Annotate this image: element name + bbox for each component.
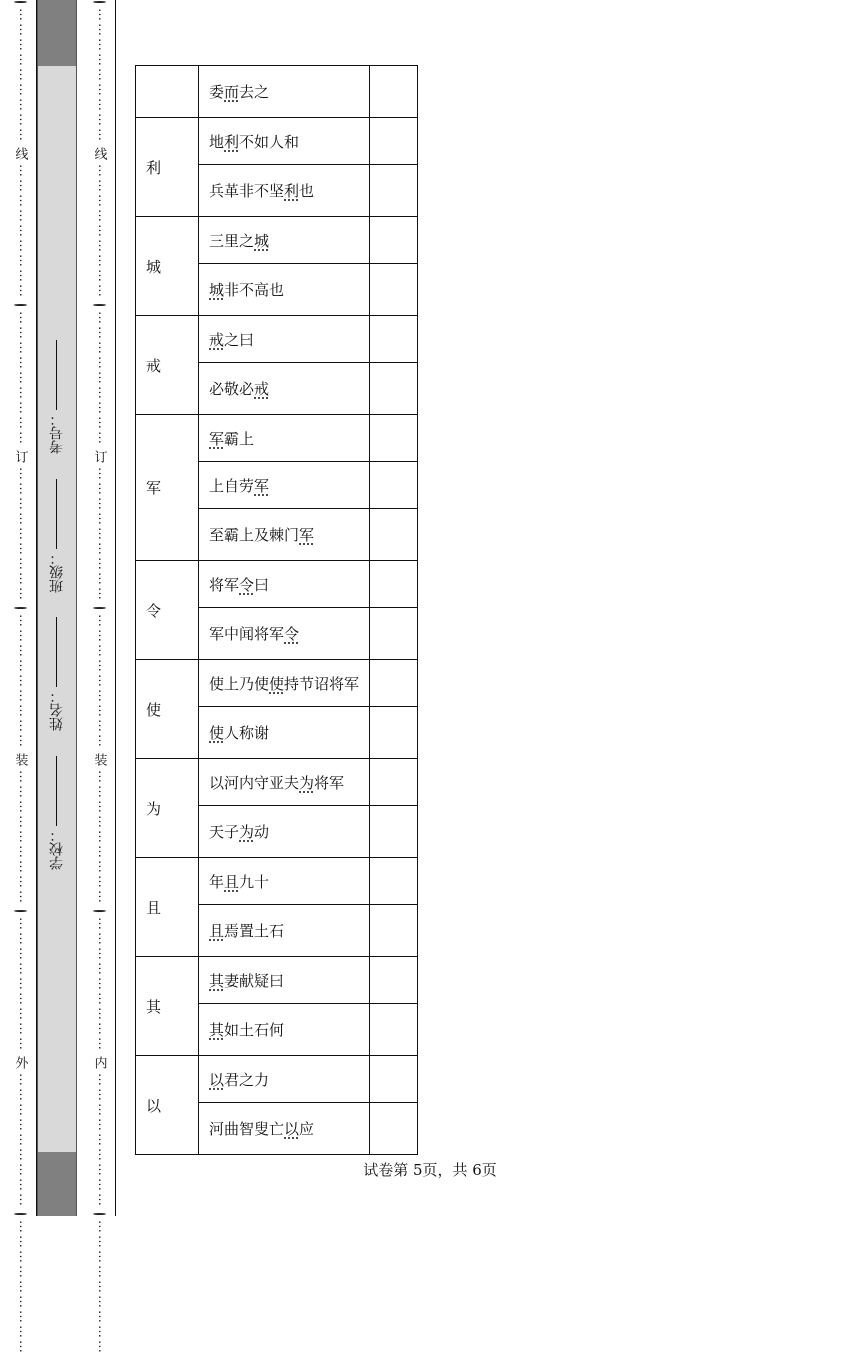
- answer-cell[interactable]: [370, 509, 418, 561]
- student-info-fields: [47, 340, 67, 870]
- seal-dots: ⋯⋯⋯⋯⋯⋯⋯⋯⋯: [91, 614, 107, 749]
- phrase-cell: [199, 660, 370, 707]
- table-row: [136, 759, 418, 806]
- phrase-cell: [199, 608, 370, 660]
- phrase-text: 应: [299, 1120, 315, 1138]
- answer-cell[interactable]: [370, 858, 418, 905]
- inner_seal-label: 装: [91, 753, 107, 766]
- outer-seal-line: [10, 0, 30, 1355]
- char-cell: 以: [136, 1056, 199, 1155]
- phrase-text: 以河内守亚夫: [209, 773, 300, 792]
- phrase-cell: [199, 217, 370, 264]
- phrase-cell: [199, 561, 370, 608]
- seal-dots: ⋯⋯⋯⋯⋯⋯⋯⋯⋯: [91, 467, 107, 602]
- char-cell: 令: [136, 561, 199, 660]
- marked-char: 戒: [254, 380, 270, 398]
- phrase-text: 去之: [239, 83, 270, 101]
- student-field: [47, 756, 67, 870]
- marked-char: 令: [284, 625, 300, 643]
- phrase-cell: [199, 707, 370, 759]
- answer-cell[interactable]: [370, 66, 418, 118]
- student-field: [47, 617, 67, 731]
- phrase-text: 军中闻将军: [209, 625, 285, 643]
- student-field-blank: [57, 479, 58, 549]
- seal-circle: [14, 607, 27, 609]
- seal-dots: ⋯⋯⋯⋯⋯⋯⋯⋯⋯: [12, 8, 28, 143]
- phrase-text: 年: [209, 872, 225, 891]
- phrase-cell: [199, 509, 370, 561]
- marked-char: 戒: [209, 330, 225, 349]
- table-row: [136, 217, 418, 264]
- seal-dots: ⋯⋯⋯⋯⋯⋯⋯⋯⋯: [12, 311, 28, 446]
- phrase-text: 妻献疑曰: [224, 971, 285, 990]
- seal-dots: ⋯⋯⋯⋯⋯⋯⋯⋯⋯: [91, 164, 107, 299]
- answer-cell[interactable]: [370, 316, 418, 363]
- table-row: [136, 316, 418, 363]
- seal-dots: ⋯⋯⋯⋯⋯⋯⋯⋯⋯: [91, 1220, 107, 1355]
- phrase-text: 之曰: [224, 330, 255, 349]
- outer_seal-label: 订: [12, 450, 28, 463]
- char-cell: 戒: [136, 316, 199, 415]
- student-field: [47, 340, 67, 454]
- phrase-text: 持节诏将军: [284, 674, 360, 693]
- answer-cell[interactable]: [370, 707, 418, 759]
- student-field-label: 班级：: [49, 550, 65, 593]
- marked-char: 且: [224, 872, 240, 891]
- answer-cell[interactable]: [370, 1004, 418, 1056]
- phrase-cell: [199, 264, 370, 316]
- marked-char: 军: [209, 429, 225, 448]
- phrase-cell: [199, 957, 370, 1004]
- phrase-text: 焉置土石: [224, 922, 285, 940]
- phrase-text: 将军: [209, 575, 240, 594]
- phrase-text: 三里之: [209, 231, 255, 250]
- phrase-text: 上自劳: [209, 476, 255, 495]
- phrase-text: 兵革非不坚: [209, 182, 285, 200]
- phrase-cell: [199, 165, 370, 217]
- marked-char: 城: [254, 231, 270, 250]
- phrase-cell: [199, 905, 370, 957]
- table-row: [136, 660, 418, 707]
- band-dark-top: [38, 0, 76, 66]
- answer-cell[interactable]: [370, 462, 418, 509]
- phrase-text: 委: [209, 83, 225, 101]
- table-row: [136, 66, 418, 118]
- student-field-blank: [57, 756, 58, 826]
- inner_seal-label: 订: [91, 450, 107, 463]
- outer_seal-label: 装: [12, 753, 28, 766]
- phrase-cell: [199, 363, 370, 415]
- marked-char: 使: [209, 724, 225, 742]
- seal-circle: [14, 1213, 27, 1215]
- phrase-text: 君之力: [224, 1070, 270, 1089]
- char-cell: 军: [136, 415, 199, 561]
- answer-cell[interactable]: [370, 957, 418, 1004]
- inner_seal-label: 线: [91, 147, 107, 160]
- marked-char: 而: [224, 83, 240, 101]
- phrase-text: 必敬必: [209, 380, 255, 398]
- char-cell: 利: [136, 118, 199, 217]
- table-row: [136, 957, 418, 1004]
- seal-dots: ⋯⋯⋯⋯⋯⋯⋯⋯⋯: [12, 614, 28, 749]
- phrase-cell: [199, 1004, 370, 1056]
- answer-cell[interactable]: [370, 1103, 418, 1155]
- answer-cell[interactable]: [370, 118, 418, 165]
- phrase-text: 将军: [314, 773, 345, 792]
- marked-char: 且: [209, 922, 225, 940]
- margin-rule-right: [115, 0, 116, 1216]
- outer_seal-label: 外: [12, 1056, 28, 1069]
- seal-dots: ⋯⋯⋯⋯⋯⋯⋯⋯⋯: [91, 917, 107, 1052]
- char-cell: 使: [136, 660, 199, 759]
- char-cell: 为: [136, 759, 199, 858]
- phrase-text: 非不高也: [224, 281, 285, 299]
- answer-cell[interactable]: [370, 660, 418, 707]
- seal-dots: ⋯⋯⋯⋯⋯⋯⋯⋯⋯: [91, 311, 107, 446]
- table-row: [136, 415, 418, 462]
- phrase-cell: [199, 462, 370, 509]
- answer-cell[interactable]: [370, 1056, 418, 1103]
- marked-char: 为: [239, 823, 255, 841]
- phrase-cell: [199, 316, 370, 363]
- phrase-text: 九十: [239, 872, 270, 891]
- phrase-cell: [199, 1056, 370, 1103]
- answer-cell[interactable]: [370, 217, 418, 264]
- answer-cell[interactable]: [370, 363, 418, 415]
- student-field: [47, 479, 67, 593]
- seal-circle: [93, 1, 106, 3]
- table-row: [136, 561, 418, 608]
- phrase-text: 曰: [254, 575, 270, 594]
- seal-dots: ⋯⋯⋯⋯⋯⋯⋯⋯⋯: [12, 1220, 28, 1355]
- student-field-blank: [57, 340, 58, 410]
- phrase-text: 使上乃使: [209, 674, 270, 693]
- seal-dots: ⋯⋯⋯⋯⋯⋯⋯⋯⋯: [91, 770, 107, 905]
- seal-dots: ⋯⋯⋯⋯⋯⋯⋯⋯⋯: [12, 917, 28, 1052]
- seal-dots: ⋯⋯⋯⋯⋯⋯⋯⋯⋯: [91, 8, 107, 143]
- student-field-blank: [57, 617, 58, 687]
- phrase-cell: [199, 118, 370, 165]
- answer-cell[interactable]: [370, 759, 418, 806]
- inner-seal-line: [89, 0, 109, 1355]
- seal-dots: ⋯⋯⋯⋯⋯⋯⋯⋯⋯: [91, 1073, 107, 1208]
- seal-circle: [93, 607, 106, 609]
- student-field-label: 学校：: [49, 828, 65, 870]
- student-field-label: 考号：: [49, 412, 65, 455]
- marked-char: 城: [209, 281, 225, 299]
- marked-char: 令: [239, 575, 255, 594]
- marked-char: 其: [209, 1021, 225, 1039]
- seal-dots: ⋯⋯⋯⋯⋯⋯⋯⋯⋯: [12, 770, 28, 905]
- seal-dots: ⋯⋯⋯⋯⋯⋯⋯⋯⋯: [12, 164, 28, 299]
- phrase-cell: [199, 415, 370, 462]
- seal-circle: [93, 304, 106, 306]
- answer-cell[interactable]: [370, 415, 418, 462]
- seal-dots: ⋯⋯⋯⋯⋯⋯⋯⋯⋯: [12, 1073, 28, 1208]
- marked-char: 以: [284, 1120, 300, 1138]
- table-row: [136, 118, 418, 165]
- marked-char: 军: [299, 526, 315, 544]
- phrase-cell: [199, 1103, 370, 1155]
- char-cell: 其: [136, 957, 199, 1056]
- seal-dots: ⋯⋯⋯⋯⋯⋯⋯⋯⋯: [12, 467, 28, 602]
- outer_seal-label: 线: [12, 147, 28, 160]
- marked-char: 为: [299, 773, 315, 792]
- vocab-table-body: [136, 66, 418, 1155]
- seal-circle: [93, 910, 106, 912]
- marked-char: 使: [269, 674, 285, 693]
- phrase-cell: [199, 759, 370, 806]
- phrase-text: 天子: [209, 823, 240, 841]
- phrase-text: 也: [299, 182, 315, 200]
- phrase-text: 如土石何: [224, 1021, 285, 1039]
- answer-cell[interactable]: [370, 806, 418, 858]
- phrase-text: 至霸上及棘门: [209, 526, 300, 544]
- answer-cell[interactable]: [370, 561, 418, 608]
- marked-char: 利: [284, 182, 300, 200]
- answer-cell[interactable]: [370, 165, 418, 217]
- seal-circle: [14, 304, 27, 306]
- phrase-cell: [199, 806, 370, 858]
- student-field-label: 姓名：: [49, 689, 65, 732]
- phrase-text: 人称谢: [224, 724, 270, 742]
- marked-char: 军: [254, 476, 270, 495]
- seal-circle: [93, 1213, 106, 1215]
- vocab-table: [135, 65, 418, 1155]
- phrase-cell: [199, 66, 370, 118]
- page-footer: 试卷第 5页，共 6页: [363, 1161, 497, 1179]
- char-cell: 且: [136, 858, 199, 957]
- phrase-text: 不如人和: [239, 132, 300, 151]
- answer-cell[interactable]: [370, 264, 418, 316]
- answer-cell[interactable]: [370, 608, 418, 660]
- marked-char: 以: [209, 1070, 225, 1089]
- seal-circle: [14, 910, 27, 912]
- phrase-text: 地: [209, 132, 225, 151]
- phrase-text: 霸上: [224, 429, 255, 448]
- marked-char: 其: [209, 971, 225, 990]
- table-row: [136, 1056, 418, 1103]
- marked-char: 利: [224, 132, 240, 151]
- table-row: [136, 858, 418, 905]
- inner_seal-label: 内: [91, 1056, 107, 1069]
- phrase-text: 河曲智叟亡: [209, 1120, 285, 1138]
- char-cell: [136, 66, 199, 118]
- char-cell: 城: [136, 217, 199, 316]
- phrase-cell: [199, 858, 370, 905]
- phrase-text: 动: [254, 823, 270, 841]
- seal-circle: [14, 1, 27, 3]
- answer-cell[interactable]: [370, 905, 418, 957]
